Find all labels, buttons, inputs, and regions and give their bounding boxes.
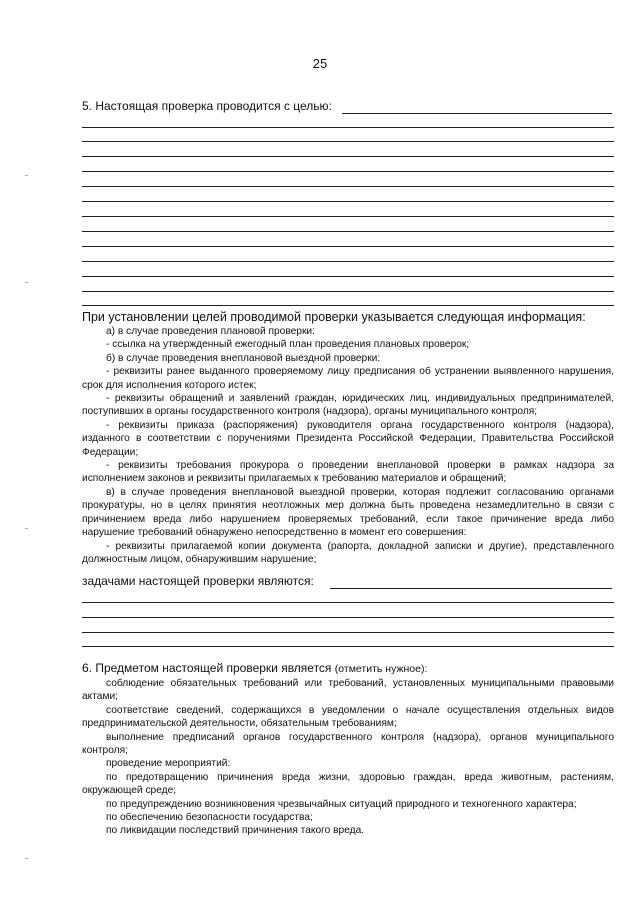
goals-item: - реквизиты требования прокурора о проведении внеплановой проверки в рамках надзора за исполнением законов и реквизиты прилагаемых к требованию материалов и обращений; (82, 460, 614, 485)
fill-line (82, 646, 614, 647)
goals-list (82, 325, 614, 566)
fill-line (82, 246, 614, 247)
fill-line (82, 632, 614, 633)
subject-item: проведение мероприятий: (106, 758, 231, 770)
section6-heading (82, 661, 427, 675)
subject-item: соблюдение обязательных требований или требований, установленных муниципальными правовыми актами; (82, 678, 614, 703)
scan-mark (25, 175, 28, 176)
fill-line (82, 276, 614, 277)
subject-item: по обеспечению безопасности государства; (106, 812, 313, 824)
fill-line (82, 231, 614, 232)
scan-mark (25, 528, 28, 529)
subject-item: выполнение предписаний органов государственного контроля (надзора), органов муниципального контроля; (82, 731, 614, 757)
subject-item: по предотвращению причинения вреда жизни, здоровью граждан, вреда животным, растениям, окружающей среде; (82, 771, 614, 797)
fill-line (82, 261, 614, 262)
fill-line (82, 201, 614, 202)
fill-line (82, 141, 614, 142)
subject-item: по ликвидации последствий причинения такого вреда. (106, 825, 365, 837)
section5-heading: 5. Настоящая проверка проводится с целью: (82, 99, 332, 113)
subject-item: соответствие сведений, содержащихся в уведомлении о начале осуществления отдельных видов предпринимательской деятельности, обязательным требованиям; (82, 704, 614, 730)
fill-line (82, 617, 614, 618)
subject-item: по предупреждению возникновения чрезвычайных ситуаций природного и техногенного характера; (106, 798, 577, 810)
section6-note: (отметить нужное): (334, 663, 428, 675)
fill-line (342, 113, 612, 114)
goals-item: а) в случае проведения плановой проверки: (106, 326, 315, 337)
goals-heading: При установлении целей проводимой проверки указывается следующая информация: (82, 310, 586, 324)
section6-title: 6. Предметом настоящей проверки является (82, 661, 332, 675)
goals-item: - реквизиты прилагаемой копии документа (рапорта, докладной записки и другие), представленного должностным лицом, обнаружившим нарушение; (82, 540, 614, 565)
fill-line (82, 127, 614, 128)
goals-item: в) в случае проведения внеплановой выездной проверки, которая подлежит согласованию органами прокуратуры, но в целях принятия неотложных мер должна быть проведена незамедлительно в связи с причинением вреда либо нарушением проверяемых требований, если такое причинение вреда либо нарушение требований обнаружено непосредственно в момент его совершения: (82, 486, 614, 539)
goals-item: - реквизиты приказа (распоряжения) руководителя органа государственного контроля (надзора), изданного в соответствии с поручениями Президента Российской Федерации, Правительства Российской Федерации; (82, 419, 614, 458)
scan-mark (25, 858, 28, 859)
fill-line (82, 171, 614, 172)
fill-line (82, 156, 614, 157)
fill-line (82, 305, 614, 306)
fill-line (330, 588, 612, 589)
fill-line (82, 216, 614, 217)
fill-line (82, 186, 614, 187)
goals-item: - реквизиты ранее выданного проверяемому лицу предписания об устранении выявленного нарушения, срок для исполнения которого истек; (82, 366, 614, 391)
tasks-heading: задачами настоящей проверки являются: (82, 574, 314, 588)
fill-line (82, 291, 614, 292)
section6-list (82, 677, 614, 838)
goals-item: - ссылка на утвержденный ежегодный план проведения плановых проверок; (106, 339, 470, 351)
goals-item: - реквизиты обращений и заявлений граждан, юридических лиц, индивидуальных предпринимателей, поступивших в органы государственного контроля (надзора), органы муниципального контроля; (82, 393, 614, 418)
page-number: 25 (312, 56, 328, 71)
goals-item: б) в случае проведения внеплановой выездной проверки: (106, 352, 381, 364)
fill-line (82, 602, 614, 603)
scan-mark (25, 282, 28, 283)
